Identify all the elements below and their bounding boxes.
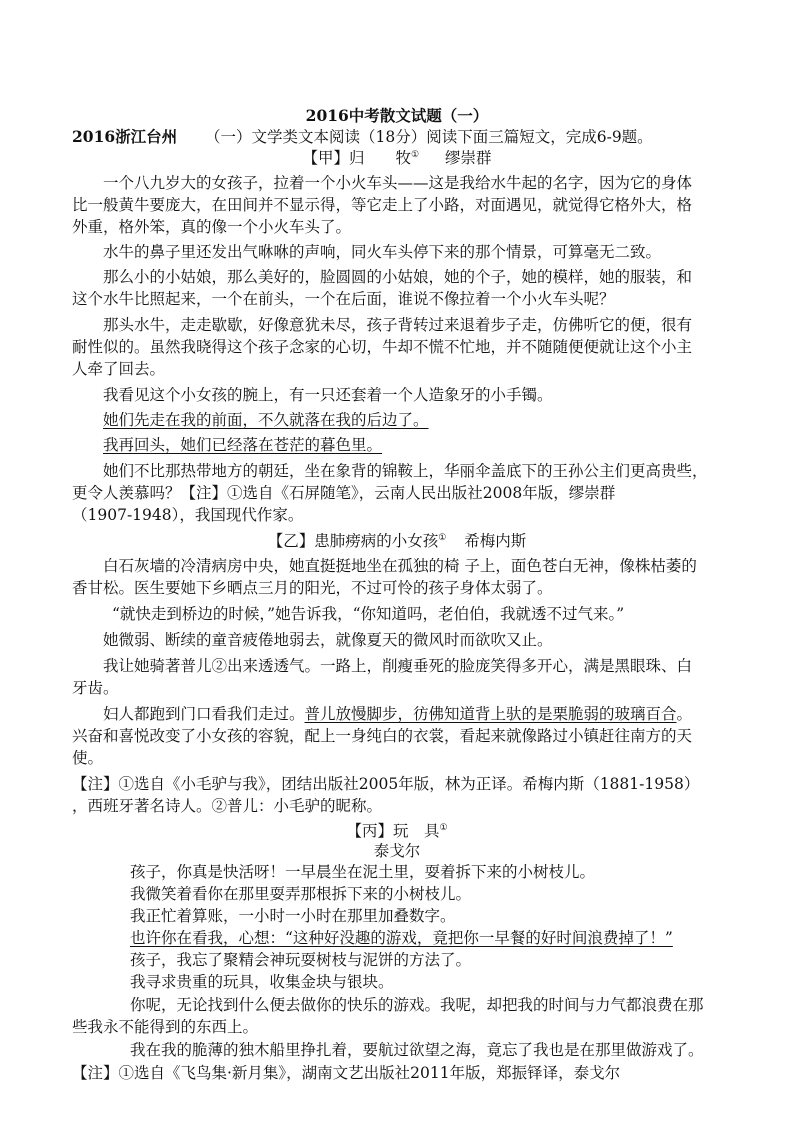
paragraph-line: 水牛的鼻子里还发出气咻咻的声响，同火车头停下来的那个情景，可算毫无二致。 xyxy=(103,243,662,261)
underlined-sentence: 她们先走在我的前面，不久就落在我的后边了。 xyxy=(103,411,429,429)
heading-text: 【丙】玩 具 xyxy=(346,822,440,840)
author: 泰戈尔 xyxy=(373,842,421,860)
paragraph-line: 我让她骑著普儿②出来透透气。一路上，削瘦垂死的脸庞笑得多开心，满是黑眼珠、白 xyxy=(103,657,693,675)
paragraph-line: 一个八九岁大的女孩子，拉着一个小火车头——这是我给水牛起的名字，因为它的身体 xyxy=(103,174,693,192)
note-mark: ① xyxy=(438,532,447,543)
sentence: 妇人都跑到门口看我们走过。 xyxy=(103,705,305,723)
paragraph-line: 耐性似的。虽然我晓得这个孩子念家的心切，牛却不慌不忙地，并不随随便便就让这个小主 xyxy=(72,338,693,356)
paragraph-line: 外重，格外笨，真的像一个小火车头了。 xyxy=(72,218,352,236)
section-bing-heading xyxy=(0,821,794,841)
heading-text: 【乙】患肺痨病的小女孩 xyxy=(267,532,439,550)
poem-line: 我在我的脆薄的独木船里挣扎着，要航过欲望之海，竟忘了我也是在那里做游戏了。 xyxy=(130,1041,704,1059)
paragraph-line: 牙齿。 xyxy=(72,679,119,697)
note-line: 更令人羡慕吗？【注】①选自《石屏随笔》，云南人民出版社2008年版，缪崇群 xyxy=(72,484,616,502)
sentence: 。 xyxy=(676,705,693,723)
page-title: 2016中考散文试题（一） xyxy=(305,106,489,125)
underlined-sentence: 也许你在看我，心想：“这种好没趣的游戏，竟把你一早餐的好时间浪费掉了！” xyxy=(130,929,673,947)
author: 希梅内斯 xyxy=(464,532,527,550)
note-line: 【注】①选自《飞鸟集·新月集》，湖南文艺出版社2011年版，郑振铎译，泰戈尔 xyxy=(72,1064,621,1082)
intro-text: （一）文学类文本阅读（18分）阅读下面三篇短文，完成6-9题。 xyxy=(205,128,653,146)
note-line: ，西班牙著名诗人。②普儿：小毛驴的昵称。 xyxy=(72,797,383,815)
poem-line: 孩子，我忘了聚精会神玩耍树枝与泥饼的方法了。 xyxy=(130,951,472,969)
paragraph-line: 人牵了回去。 xyxy=(72,360,166,378)
paragraph-line: 我看见这个小女孩的腕上，有一只还套着一个人造象牙的小手镯。 xyxy=(103,386,553,404)
paragraph-line: 那么小的小姑娘，那么美好的，脸圆圆的小姑娘，她的个子，她的模样，她的服装，和 xyxy=(103,268,693,286)
note-mark: ① xyxy=(410,149,420,160)
note-line: （1907-1948），我国现代作家。 xyxy=(72,506,304,524)
paragraph-line: 她们不比那热带地方的朝廷，坐在象背的锦鞍上，华丽伞盖底下的王孙公主们更高贵些， xyxy=(103,462,708,480)
paragraph-line: 那头水牛，走走歇歇，好像意犹未尽，孩子背转过来退着步子走，仿佛听它的便，很有 xyxy=(103,316,693,334)
author: 缪崇群 xyxy=(445,149,492,167)
paragraph-line: 比一般黄牛要庞大，在田间并不显示得，等它走上了小路，对面遇见，就觉得它格外大，格 xyxy=(72,196,693,214)
poem-line: 我微笑着看你在那里耍弄那根拆下来的小树枝儿。 xyxy=(130,885,472,903)
source-tag: 2016浙江台州 xyxy=(72,127,178,146)
poem-line: 我寻求贵重的玩具，收集金块与银块。 xyxy=(130,973,394,991)
note-line: 【注】①选自《小毛驴与我》，团结出版社2005年版，林为正译。希梅内斯（1881-1958） xyxy=(72,775,700,793)
poem-line: 我正忙着算账，一小时一小时在那里加叠数字。 xyxy=(130,907,456,925)
note-mark: ① xyxy=(439,822,448,833)
heading-text: 【甲】归 牧 xyxy=(302,149,411,167)
paragraph-line: 兴奋和喜悦改变了小女孩的容貌，配上一身纯白的衣裳，看起来就像路过小镇赶往南方的天 xyxy=(72,727,693,745)
section-yi-heading xyxy=(0,531,794,551)
paragraph-line xyxy=(103,704,692,724)
paragraph-line: 白石灰墙的冷清病房中央，她直挺挺地坐在孤独的椅 子上，面色苍白无神，像株枯萎的 xyxy=(103,557,697,575)
poem-line: 你呢，无论找到什么便去做你的快乐的游戏。我呢，却把我的时间与力气都浪费在那 xyxy=(130,996,704,1014)
section-jia-heading xyxy=(0,148,794,168)
underlined-sentence: 普儿放慢脚步，彷佛知道背上驮的是栗脆弱的玻璃百合 xyxy=(304,705,677,723)
paragraph-line: “就快走到桥边的时候，”她告诉我，“你知道吗，老伯伯，我就透不过气来。” xyxy=(112,605,625,623)
underlined-sentence: 我再回头，她们已经落在苍茫的暮色里。 xyxy=(103,436,383,454)
poem-line: 些我永不能得到的东西上。 xyxy=(72,1018,259,1036)
paragraph-line: 这个水牛比照起来，一个在前头，一个在后面，谁说不像拉着一个小火车头呢？ xyxy=(72,290,615,308)
paragraph-line: 她微弱、断续的童音疲倦地弱去，就像夏天的微风时而欲吹又止。 xyxy=(103,631,553,649)
poem-line: 孩子，你真是快活呀！一早晨坐在泥土里，耍着拆下来的小树枝儿。 xyxy=(130,863,596,881)
paragraph-line: 使。 xyxy=(72,749,104,767)
paragraph-line: 香甘松。医生要她下乡晒点三月的阳光，不过可怜的孩子身体太弱了。 xyxy=(72,579,553,597)
